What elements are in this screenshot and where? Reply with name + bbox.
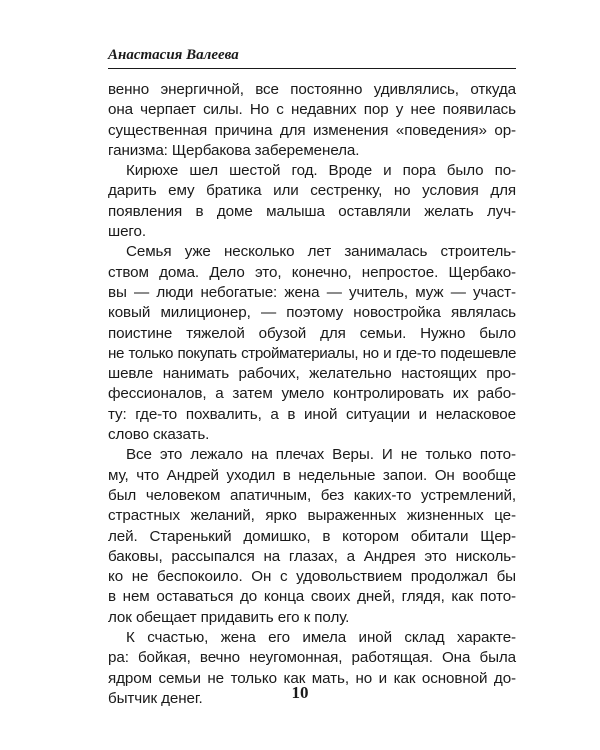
text-line: ра: бойкая, вечно неугомонная, работящая. Она была [108, 649, 516, 667]
text-line: ко не беспокоило. Он с удовольствием продолжал бы [108, 568, 516, 586]
text-line: ковый милиционер, — поэтому новостройка являлась [108, 304, 516, 322]
text-line: она черпает силы. Но с недавних пор у нее появилась [108, 101, 516, 119]
text-line: страстных желаний, ярко выраженных жизненных це- [108, 507, 516, 525]
text-line: лей. Старенький домишко, в котором обитали Щер- [108, 527, 516, 545]
text-line: фессионалов, а затем умело контролировать их рабо- [108, 385, 516, 403]
text-line: Все это лежало на плечах Веры. И не только пото- [126, 446, 516, 464]
text-line: слово сказать. [108, 426, 210, 444]
text-line: дарить ему братика или сестренку, но условия для [108, 182, 516, 200]
text-line: ядром семьи не только как мать, но и как основной до- [108, 669, 516, 687]
text-line: ганизма: Щербакова забеременела. [108, 141, 360, 159]
text-line: ством дома. Дело это, конечно, непростое. Щербако- [108, 263, 516, 281]
page-number: 10 [291, 683, 309, 702]
text-line: лок обещает придавить его к полу. [108, 608, 350, 626]
text-line: Кирюхе шел шестой год. Вроде и пора было по- [126, 162, 516, 180]
text-line: Семья уже несколько лет занималась строитель- [126, 243, 516, 261]
text-line: шевле нанимать рабочих, желательно настоящих про- [108, 365, 516, 383]
text-line: появления в доме малыша оставляли желать луч- [108, 202, 516, 220]
running-head-title: Анастасия Валеева [108, 46, 516, 69]
text-line: поистине тяжелой обузой для семьи. Нужно было [108, 324, 516, 342]
text-line: в нем оставаться до конца своих дней, глядя, как пото- [108, 588, 516, 606]
text-line: К счастью, жена его имела иной склад характе- [126, 629, 516, 647]
body-text [108, 80, 516, 709]
text-line: был человеком апатичным, без каких-то устремлений, [108, 486, 516, 504]
text-line: вы — люди небогатые: жена — учитель, муж — участ- [108, 283, 516, 301]
text-line: шего. [108, 223, 147, 241]
text-line: баковы, рассыпался на глазах, а Андрея это нисколь- [108, 547, 516, 565]
text-line: не только покупать стройматериалы, но и где-то подешевле [108, 344, 516, 362]
text-line: существенная причина для изменения «поведения» ор- [108, 121, 516, 139]
text-line: бытчик денег. [108, 689, 203, 707]
text-line: венно энергичной, все постоянно удивлялись, откуда [108, 81, 516, 98]
text-line: ту: где-то похвалить, а в иной ситуации и неласковое [108, 405, 516, 423]
text-line: му, что Андрей уходил в недельные запои. Он вообще [108, 466, 516, 484]
